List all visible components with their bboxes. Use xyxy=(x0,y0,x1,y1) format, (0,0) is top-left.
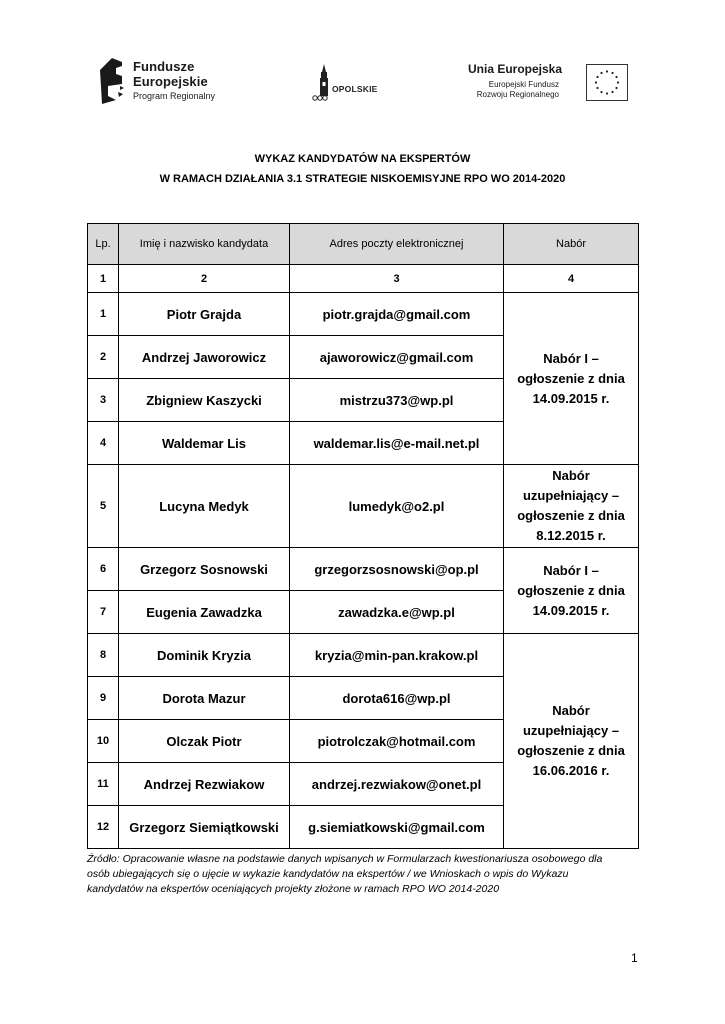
eu-logo-line1: Unia Europejska xyxy=(468,62,563,76)
row-lp: 1 xyxy=(88,293,119,336)
candidate-email[interactable]: waldemar.lis@e-mail.net.pl xyxy=(290,422,504,465)
candidate-name: Zbigniew Kaszycki xyxy=(119,379,290,422)
nabor-text: uzupełniający – xyxy=(522,723,620,738)
opolskie-logo-text: OPOLSKIE xyxy=(332,84,378,94)
table-row xyxy=(88,548,639,591)
nabor-text: Nabór xyxy=(552,468,590,483)
candidate-email[interactable]: dorota616@wp.pl xyxy=(290,677,504,720)
candidate-name: Piotr Grajda xyxy=(119,293,290,336)
candidates-table xyxy=(87,223,639,849)
candidate-name: Lucyna Medyk xyxy=(119,465,290,548)
row-lp: 7 xyxy=(88,591,119,634)
table-row xyxy=(88,293,639,336)
nabor-text: ogłoszenie z dnia xyxy=(517,370,625,386)
header-nabor: Nabór xyxy=(504,224,639,265)
column-number: 2 xyxy=(119,265,290,293)
fe-star-icon xyxy=(98,56,128,106)
row-lp: 12 xyxy=(88,806,119,849)
header-lp: Lp. xyxy=(88,224,119,265)
candidate-name: Olczak Piotr xyxy=(119,720,290,763)
unia-europejska-logo xyxy=(466,60,631,104)
candidate-name: Dorota Mazur xyxy=(119,677,290,720)
source-note xyxy=(87,852,647,897)
nabor-cell xyxy=(504,465,639,548)
page-number: 1 xyxy=(631,951,638,965)
document-title-line1: WYKAZ KANDYDATÓW NA EKSPERTÓW xyxy=(254,153,471,165)
fe-logo-line1: Fundusze xyxy=(133,59,195,74)
candidate-email[interactable]: ajaworowicz@gmail.com xyxy=(290,336,504,379)
header-name: Imię i nazwisko kandydata xyxy=(119,224,290,265)
source-note-line: kandydatów na ekspertów oceniających projekty złożone w ramach RPO WO 2014-2020 xyxy=(87,883,500,895)
candidate-name: Waldemar Lis xyxy=(119,422,290,465)
nabor-text: Nabór xyxy=(552,703,590,718)
candidate-name: Dominik Kryzia xyxy=(119,634,290,677)
candidate-email[interactable]: lumedyk@o2.pl xyxy=(290,465,504,548)
eu-logo-line3: Rozwoju Regionalnego xyxy=(476,90,559,99)
candidate-name: Grzegorz Sosnowski xyxy=(119,548,290,591)
table-row xyxy=(88,634,639,677)
candidate-email[interactable]: kryzia@min-pan.krakow.pl xyxy=(290,634,504,677)
nabor-text: uzupełniający – xyxy=(522,488,620,503)
document-title-line2: W RAMACH DZIAŁANIA 3.1 STRATEGIE NISKOEMISYJNE RPO WO 2014-2020 xyxy=(159,173,566,185)
candidate-email[interactable]: mistrzu373@wp.pl xyxy=(290,379,504,422)
row-lp: 2 xyxy=(88,336,119,379)
source-note-line: Źródło: Opracowanie własne na podstawie danych wpisanych w Formularzach kwestionariusza osobowego dla xyxy=(87,853,603,865)
candidate-name: Andrzej Jaworowicz xyxy=(119,336,290,379)
row-lp: 8 xyxy=(88,634,119,677)
row-lp: 4 xyxy=(88,422,119,465)
nabor-text: ogłoszenie z dnia xyxy=(517,508,625,523)
row-lp: 5 xyxy=(88,465,119,548)
nabor-cell xyxy=(504,634,639,849)
nabor-cell xyxy=(504,293,639,465)
candidate-email[interactable]: andrzej.rezwiakow@onet.pl xyxy=(290,763,504,806)
candidate-email[interactable]: piotr.grajda@gmail.com xyxy=(290,293,504,336)
candidate-email[interactable]: grzegorzsosnowski@op.pl xyxy=(290,548,504,591)
fundusze-europejskie-logo xyxy=(98,56,248,108)
nabor-text: 8.12.2015 r. xyxy=(536,528,606,543)
candidate-email[interactable]: piotrolczak@hotmail.com xyxy=(290,720,504,763)
row-lp: 10 xyxy=(88,720,119,763)
nabor-cell xyxy=(504,548,639,634)
eu-flag-icon xyxy=(586,64,628,101)
nabor-text: 14.09.2015 r. xyxy=(532,390,610,406)
candidate-name: Eugenia Zawadzka xyxy=(119,591,290,634)
source-note-line: osób ubiegających się o ujęcie w wykazie kandydatów na ekspertów / we Wnioskach o wpis do Wykazu xyxy=(87,868,569,880)
column-number: 3 xyxy=(290,265,504,293)
row-lp: 3 xyxy=(88,379,119,422)
eu-logo-line2: Europejski Fundusz xyxy=(488,80,559,89)
nabor-text: 16.06.2016 r. xyxy=(532,763,610,778)
column-number: 4 xyxy=(504,265,639,293)
table-header-row xyxy=(88,224,639,265)
candidate-email[interactable]: zawadzka.e@wp.pl xyxy=(290,591,504,634)
nabor-text: 14.09.2015 r. xyxy=(532,602,610,618)
candidate-email[interactable]: g.siemiatkowski@gmail.com xyxy=(290,806,504,849)
opolskie-logo xyxy=(310,62,380,106)
row-lp: 9 xyxy=(88,677,119,720)
candidate-name: Andrzej Rezwiakow xyxy=(119,763,290,806)
nabor-text: Nabór I – xyxy=(543,350,599,366)
row-lp: 11 xyxy=(88,763,119,806)
nabor-text: ogłoszenie z dnia xyxy=(517,743,625,758)
fe-logo-line2: Europejskie xyxy=(133,74,208,89)
nabor-text: ogłoszenie z dnia xyxy=(517,582,625,598)
fe-logo-line3: Program Regionalny xyxy=(133,91,216,101)
column-number: 1 xyxy=(88,265,119,293)
row-lp: 6 xyxy=(88,548,119,591)
nabor-text: Nabór I – xyxy=(543,562,599,578)
candidate-name: Grzegorz Siemiątkowski xyxy=(119,806,290,849)
column-number-row xyxy=(88,265,639,293)
header-email: Adres poczty elektronicznej xyxy=(290,224,504,265)
table-row xyxy=(88,465,639,548)
